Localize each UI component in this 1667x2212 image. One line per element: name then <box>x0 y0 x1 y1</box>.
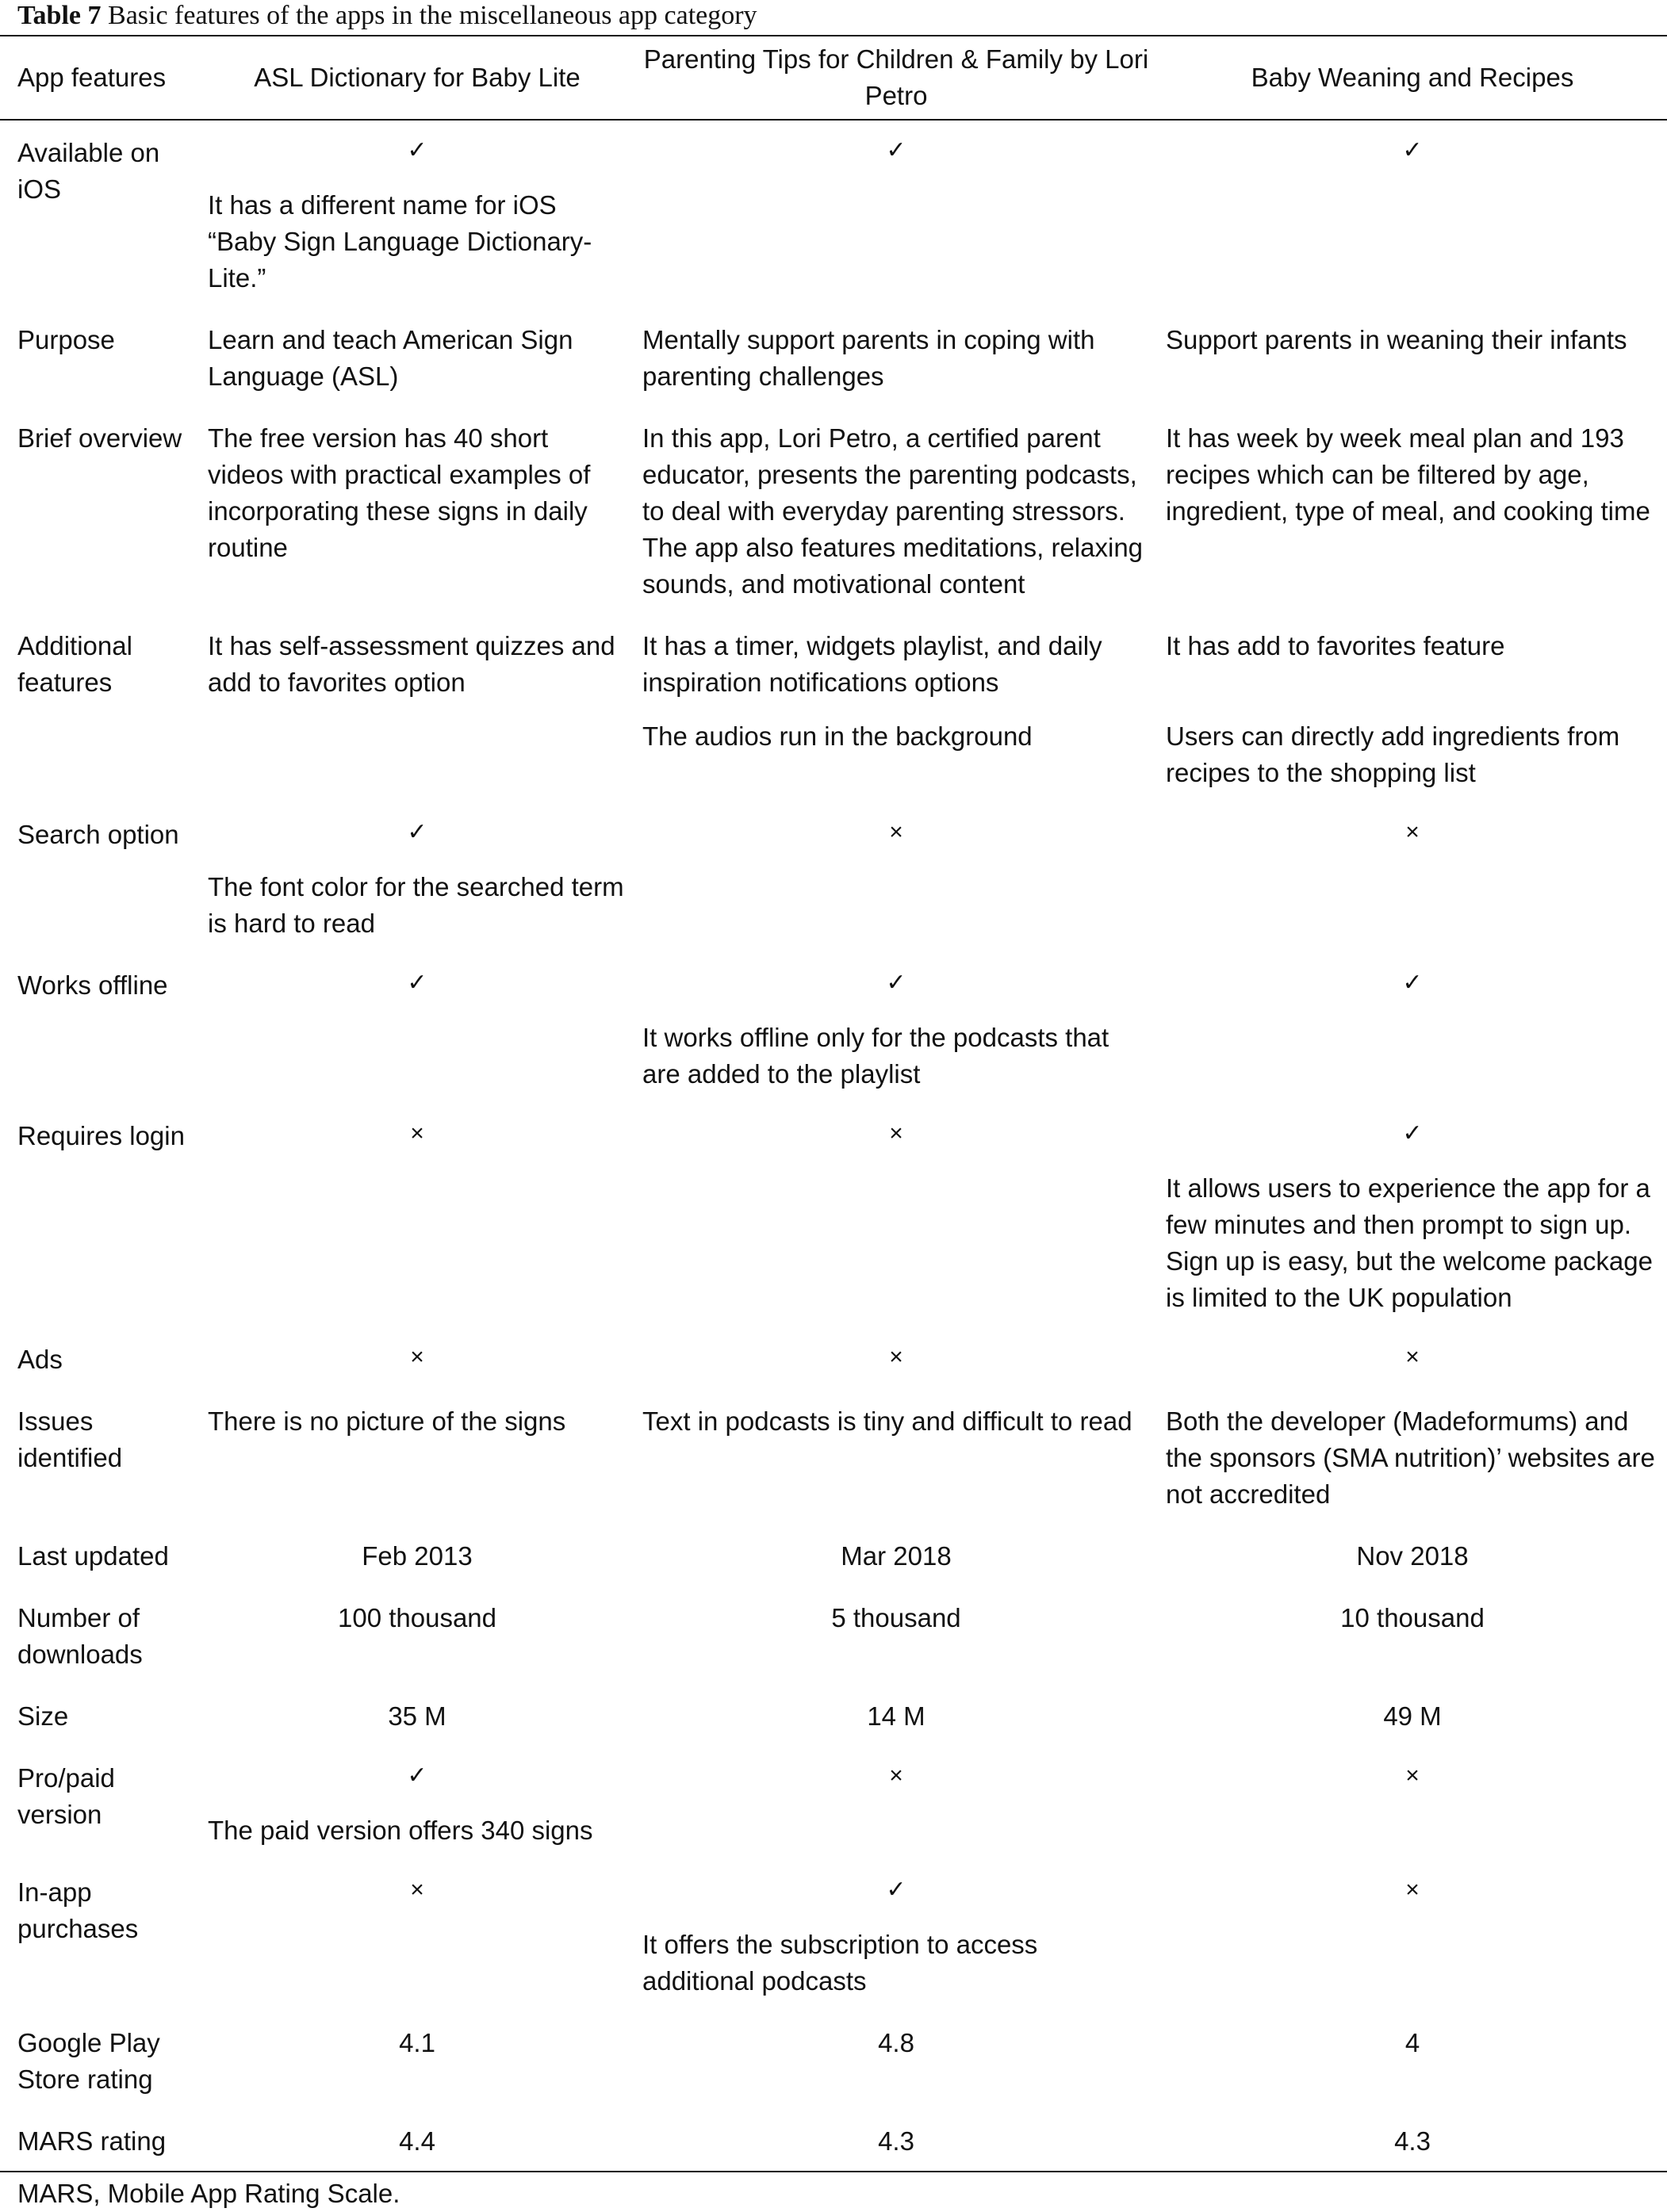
column-header: ASL Dictionary for Baby Lite <box>200 36 634 120</box>
table-title: Basic features of the apps in the miscellaneous app category <box>108 1 757 30</box>
cross-icon: × <box>889 1762 903 1789</box>
table-cell: 49 M <box>1383 1701 1442 1731</box>
table-row <box>0 1684 1667 1746</box>
table-cell <box>1158 120 1667 308</box>
row-label: Number of downloads <box>17 1603 143 1669</box>
table-cell <box>200 1746 634 1860</box>
row-label: Purpose <box>17 325 115 354</box>
table-row <box>0 614 1667 802</box>
cross-icon: × <box>1405 1877 1420 1903</box>
table-number: Table 7 <box>17 1 102 30</box>
table-cell: 5 thousand <box>831 1603 961 1632</box>
row-label: Requires login <box>17 1121 185 1150</box>
table-cell: Both the developer (Madeformums) and the sponsors (SMA nutrition)’ websites are not accredited <box>1166 1406 1655 1509</box>
table-cell <box>634 1327 1158 1389</box>
table-row <box>0 308 1667 406</box>
table-row <box>0 802 1667 953</box>
table-row <box>0 120 1667 308</box>
cross-icon: × <box>410 1344 424 1370</box>
cell-note: The font color for the searched term is hard to read <box>208 872 624 938</box>
row-label: Brief overview <box>17 423 182 453</box>
table-cell: 4.3 <box>1158 2109 1667 2172</box>
cell-note: The audios run in the background <box>642 721 1033 751</box>
table-cell <box>1158 1327 1667 1389</box>
table-row <box>0 953 1667 1104</box>
cell-note: It allows users to experience the app for a few minutes and then prompt to sign up. Sign up is easy, but the welcome package is limited to the UK population <box>1166 1173 1653 1312</box>
table-cell: Mentally support parents in coping with parenting challenges <box>642 325 1095 391</box>
table-cell: 4.8 <box>878 2028 914 2057</box>
table-cell <box>634 953 1158 1104</box>
check-icon: ✓ <box>1402 970 1423 996</box>
check-icon: ✓ <box>886 1877 906 1903</box>
table-cell: 4.3 <box>634 2109 1158 2172</box>
row-label: MARS rating <box>0 2109 200 2172</box>
cross-icon: × <box>889 1120 903 1146</box>
cross-icon: × <box>1405 1762 1420 1789</box>
cross-icon: × <box>1405 1344 1420 1370</box>
cell-note: The paid version offers 340 signs <box>208 1816 593 1845</box>
cell-text: It has a timer, widgets playlist, and daily inspiration notifications options <box>642 631 1102 697</box>
table-row <box>0 1104 1667 1327</box>
table-cell: Learn and teach American Sign Language (ASL) <box>208 325 573 391</box>
table-cell <box>634 1104 1158 1327</box>
table-cell <box>1158 1104 1667 1327</box>
column-header: Baby Weaning and Recipes <box>1158 36 1667 120</box>
table-caption <box>0 0 1667 36</box>
cross-icon: × <box>410 1877 424 1903</box>
cross-icon: × <box>889 1344 903 1370</box>
table-row <box>0 406 1667 614</box>
table-cell <box>200 614 634 802</box>
cell-note: Users can directly add ingredients from recipes to the shopping list <box>1166 721 1620 787</box>
table-cell <box>1158 953 1667 1104</box>
check-icon: ✓ <box>407 970 427 996</box>
table-cell: There is no picture of the signs <box>208 1406 566 1436</box>
check-icon: ✓ <box>1402 137 1423 163</box>
table-cell: 35 M <box>388 1701 446 1731</box>
row-label: Additional features <box>17 631 132 697</box>
table-row <box>0 1524 1667 1586</box>
table-cell <box>1158 1746 1667 1860</box>
check-icon: ✓ <box>886 970 906 996</box>
cross-icon: × <box>1405 819 1420 845</box>
table-cell <box>634 120 1158 308</box>
table-row <box>0 1746 1667 1860</box>
row-label: Size <box>17 1701 69 1731</box>
table-cell <box>1158 802 1667 953</box>
table-cell <box>634 614 1158 802</box>
table-row <box>0 2011 1667 2109</box>
row-label: Works offline <box>17 970 168 1000</box>
check-icon: ✓ <box>886 137 906 163</box>
cross-icon: × <box>410 1120 424 1146</box>
column-header: App features <box>0 36 200 120</box>
check-icon: ✓ <box>407 1762 427 1789</box>
table-cell <box>200 1860 634 2011</box>
table-cell: 100 thousand <box>337 1603 496 1632</box>
cross-icon: × <box>889 819 903 845</box>
cell-note: It offers the subscription to access additional podcasts <box>642 1930 1038 1996</box>
cell-text: It has self-assessment quizzes and add to favorites option <box>208 631 615 697</box>
row-label: Ads <box>17 1345 63 1374</box>
table-cell <box>634 1860 1158 2011</box>
table-cell: Feb 2013 <box>362 1541 473 1571</box>
table-cell: Nov 2018 <box>1356 1541 1469 1571</box>
cell-note: It has a different name for iOS “Baby Sign Language Dictionary-Lite.” <box>208 190 592 293</box>
row-label: Google Play Store rating <box>17 2028 160 2094</box>
table-cell <box>1158 614 1667 802</box>
table-cell: 4.4 <box>200 2109 634 2172</box>
table-cell: 4 <box>1404 2028 1420 2057</box>
table-row <box>0 1389 1667 1524</box>
cell-text: It has add to favorites feature <box>1166 631 1505 660</box>
table-cell: In this app, Lori Petro, a certified parent educator, presents the parenting podcasts, to deal with everyday parenting stressors. The app also features meditations, relaxing sounds, and motivational content <box>642 423 1144 599</box>
header-row <box>0 36 1667 120</box>
row-label: Search option <box>17 820 179 849</box>
check-icon: ✓ <box>1402 1120 1423 1146</box>
table-cell <box>634 1746 1158 1860</box>
features-table <box>0 36 1667 2172</box>
table-cell: Text in podcasts is tiny and difficult to read <box>642 1406 1132 1436</box>
row-label: Pro/paid version <box>17 1763 115 1829</box>
table-cell: Support parents in weaning their infants <box>1166 325 1627 354</box>
check-icon: ✓ <box>407 137 427 163</box>
table-row <box>0 1586 1667 1684</box>
table-cell: The free version has 40 short videos with practical examples of incorporating these signs in daily routine <box>208 423 591 562</box>
cell-note: It works offline only for the podcasts that are added to the playlist <box>642 1023 1109 1089</box>
row-label: Issues identified <box>17 1406 123 1472</box>
table-row <box>0 1860 1667 2011</box>
table-cell <box>200 1104 634 1327</box>
table-cell: 14 M <box>867 1701 925 1731</box>
table-row <box>0 1327 1667 1389</box>
table-footnote: MARS, Mobile App Rating Scale. <box>17 2179 400 2208</box>
row-label: Last updated <box>17 1541 169 1571</box>
table-cell <box>200 1327 634 1389</box>
table-cell <box>200 120 634 308</box>
table-cell: It has week by week meal plan and 193 recipes which can be filtered by age, ingredient, type of meal, and cooking time <box>1166 423 1650 526</box>
check-icon: ✓ <box>407 819 427 845</box>
row-label: Available on iOS <box>17 138 160 204</box>
table-cell: Mar 2018 <box>841 1541 952 1571</box>
table-cell <box>200 953 634 1104</box>
table-cell: 4.1 <box>399 2028 435 2057</box>
table-row <box>0 2109 1667 2172</box>
table-cell: 10 thousand <box>1340 1603 1485 1632</box>
table-cell <box>634 802 1158 953</box>
row-label: In-app purchases <box>17 1877 139 1943</box>
table-cell <box>200 802 634 953</box>
table-cell <box>1158 1860 1667 2011</box>
column-header: Parenting Tips for Children & Family by Lori Petro <box>634 36 1158 120</box>
